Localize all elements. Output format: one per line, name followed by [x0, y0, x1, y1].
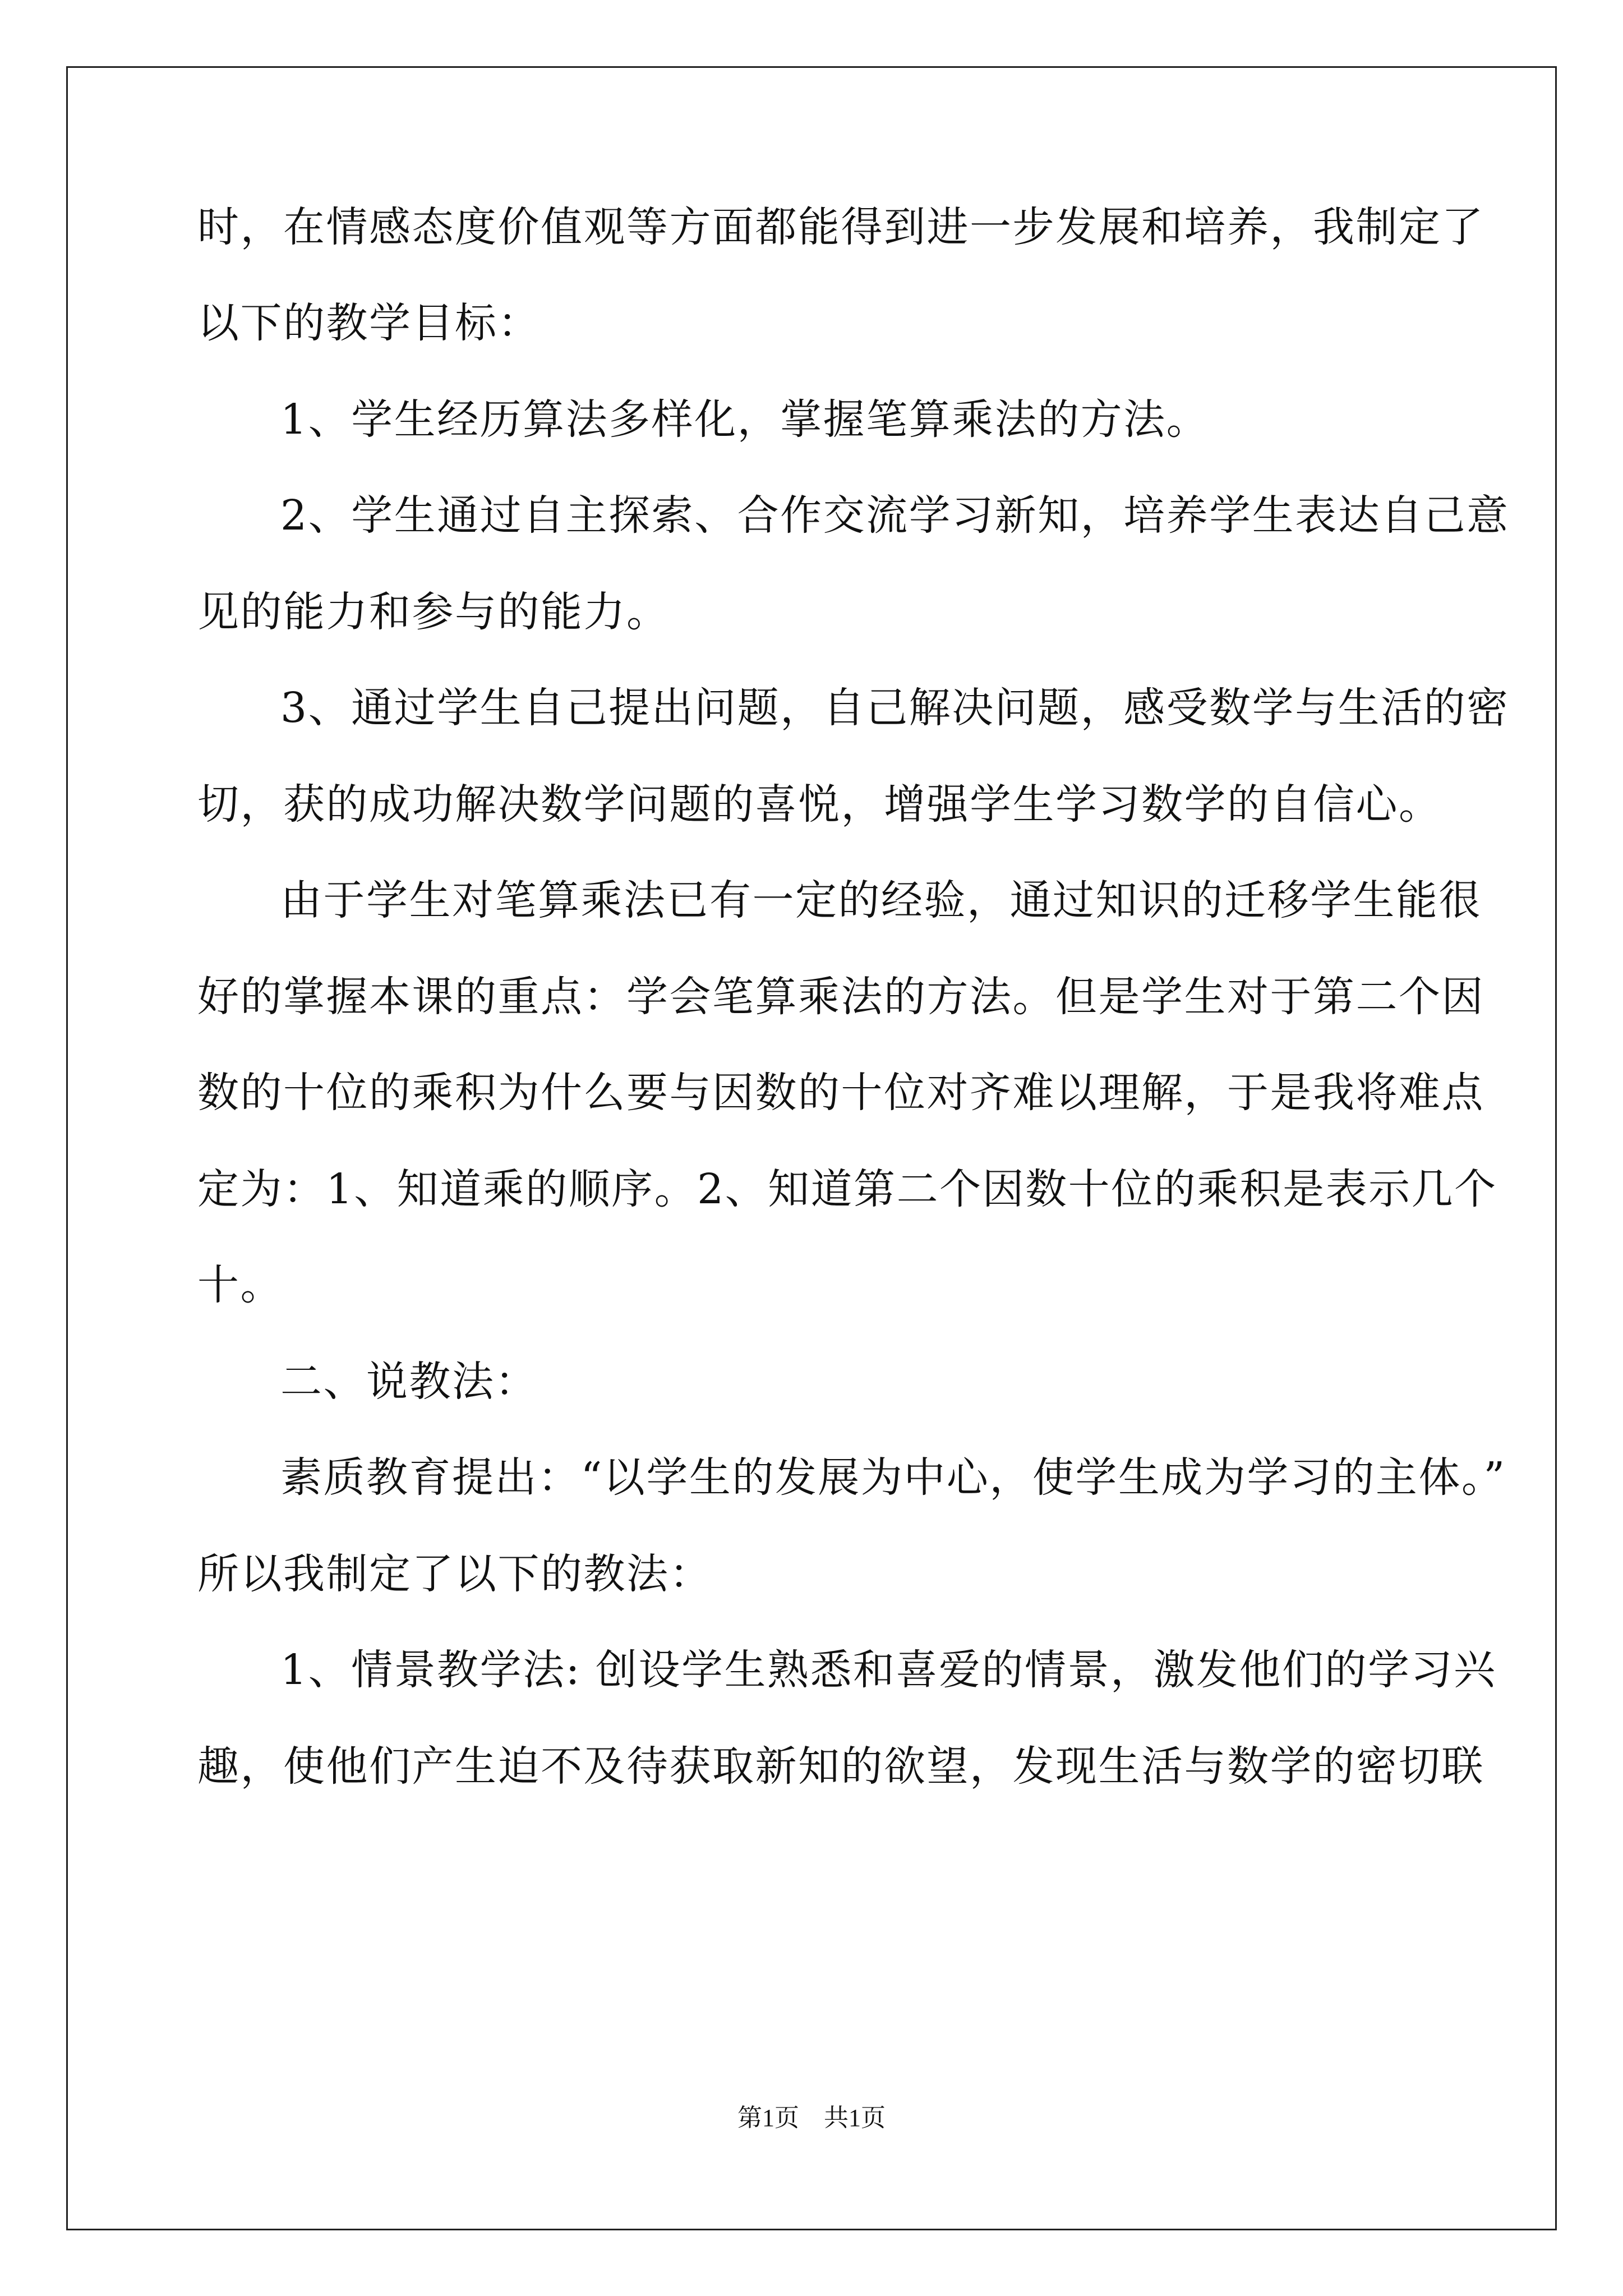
text-line: 趣，使他们产生迫不及待获取新知的欲望，发现生活与数学的密切联 [197, 1742, 1484, 1791]
text-line: 十。 [197, 1261, 283, 1309]
text-line: 数的十位的乘积为什么要与因数的十位对齐难以理解，于是我将难点 [197, 1069, 1484, 1117]
text-line: 由于学生对笔算乘法已有一定的经验，通过知识的迁移学生能很 [280, 876, 1482, 924]
text-line: 1、情景教学法: 创设学生熟悉和喜爱的情景，激发他们的学习兴 [280, 1646, 1497, 1694]
page-border [66, 66, 1557, 2230]
text-line: 1、学生经历算法多样化，掌握笔算乘法的方法。 [280, 395, 1210, 444]
text-line: 定为：1、知道乘的顺序。2、知道第二个因数十位的乘积是表示几个 [197, 1165, 1497, 1213]
text-line: 所以我制定了以下的教法： [197, 1550, 712, 1598]
text-line: 时，在情感态度价值观等方面都能得到进一步发展和培养，我制定了 [197, 203, 1484, 251]
text-line: 3、通过学生自己提出问题，自己解决问题，感受数学与生活的密 [280, 684, 1510, 732]
text-line: 以下的教学目标： [197, 299, 541, 347]
text-line: 切，获的成功解决数学问题的喜悦，增强学生学习数学的自信心。 [197, 780, 1442, 829]
text-line: 好的掌握本课的重点：学会笔算乘法的方法。但是学生对于第二个因 [197, 973, 1484, 1021]
text-line: 2、学生通过自主探索、合作交流学习新知，培养学生表达自己意 [280, 491, 1510, 540]
text-line: 素质教育提出：“以学生的发展为中心，使学生成为学习的主体。” [280, 1453, 1506, 1502]
text-line: 见的能力和参与的能力。 [197, 588, 670, 636]
page-footer: 第1页 共1页 [737, 2104, 886, 2132]
section-heading: 二、说教法： [280, 1358, 538, 1406]
